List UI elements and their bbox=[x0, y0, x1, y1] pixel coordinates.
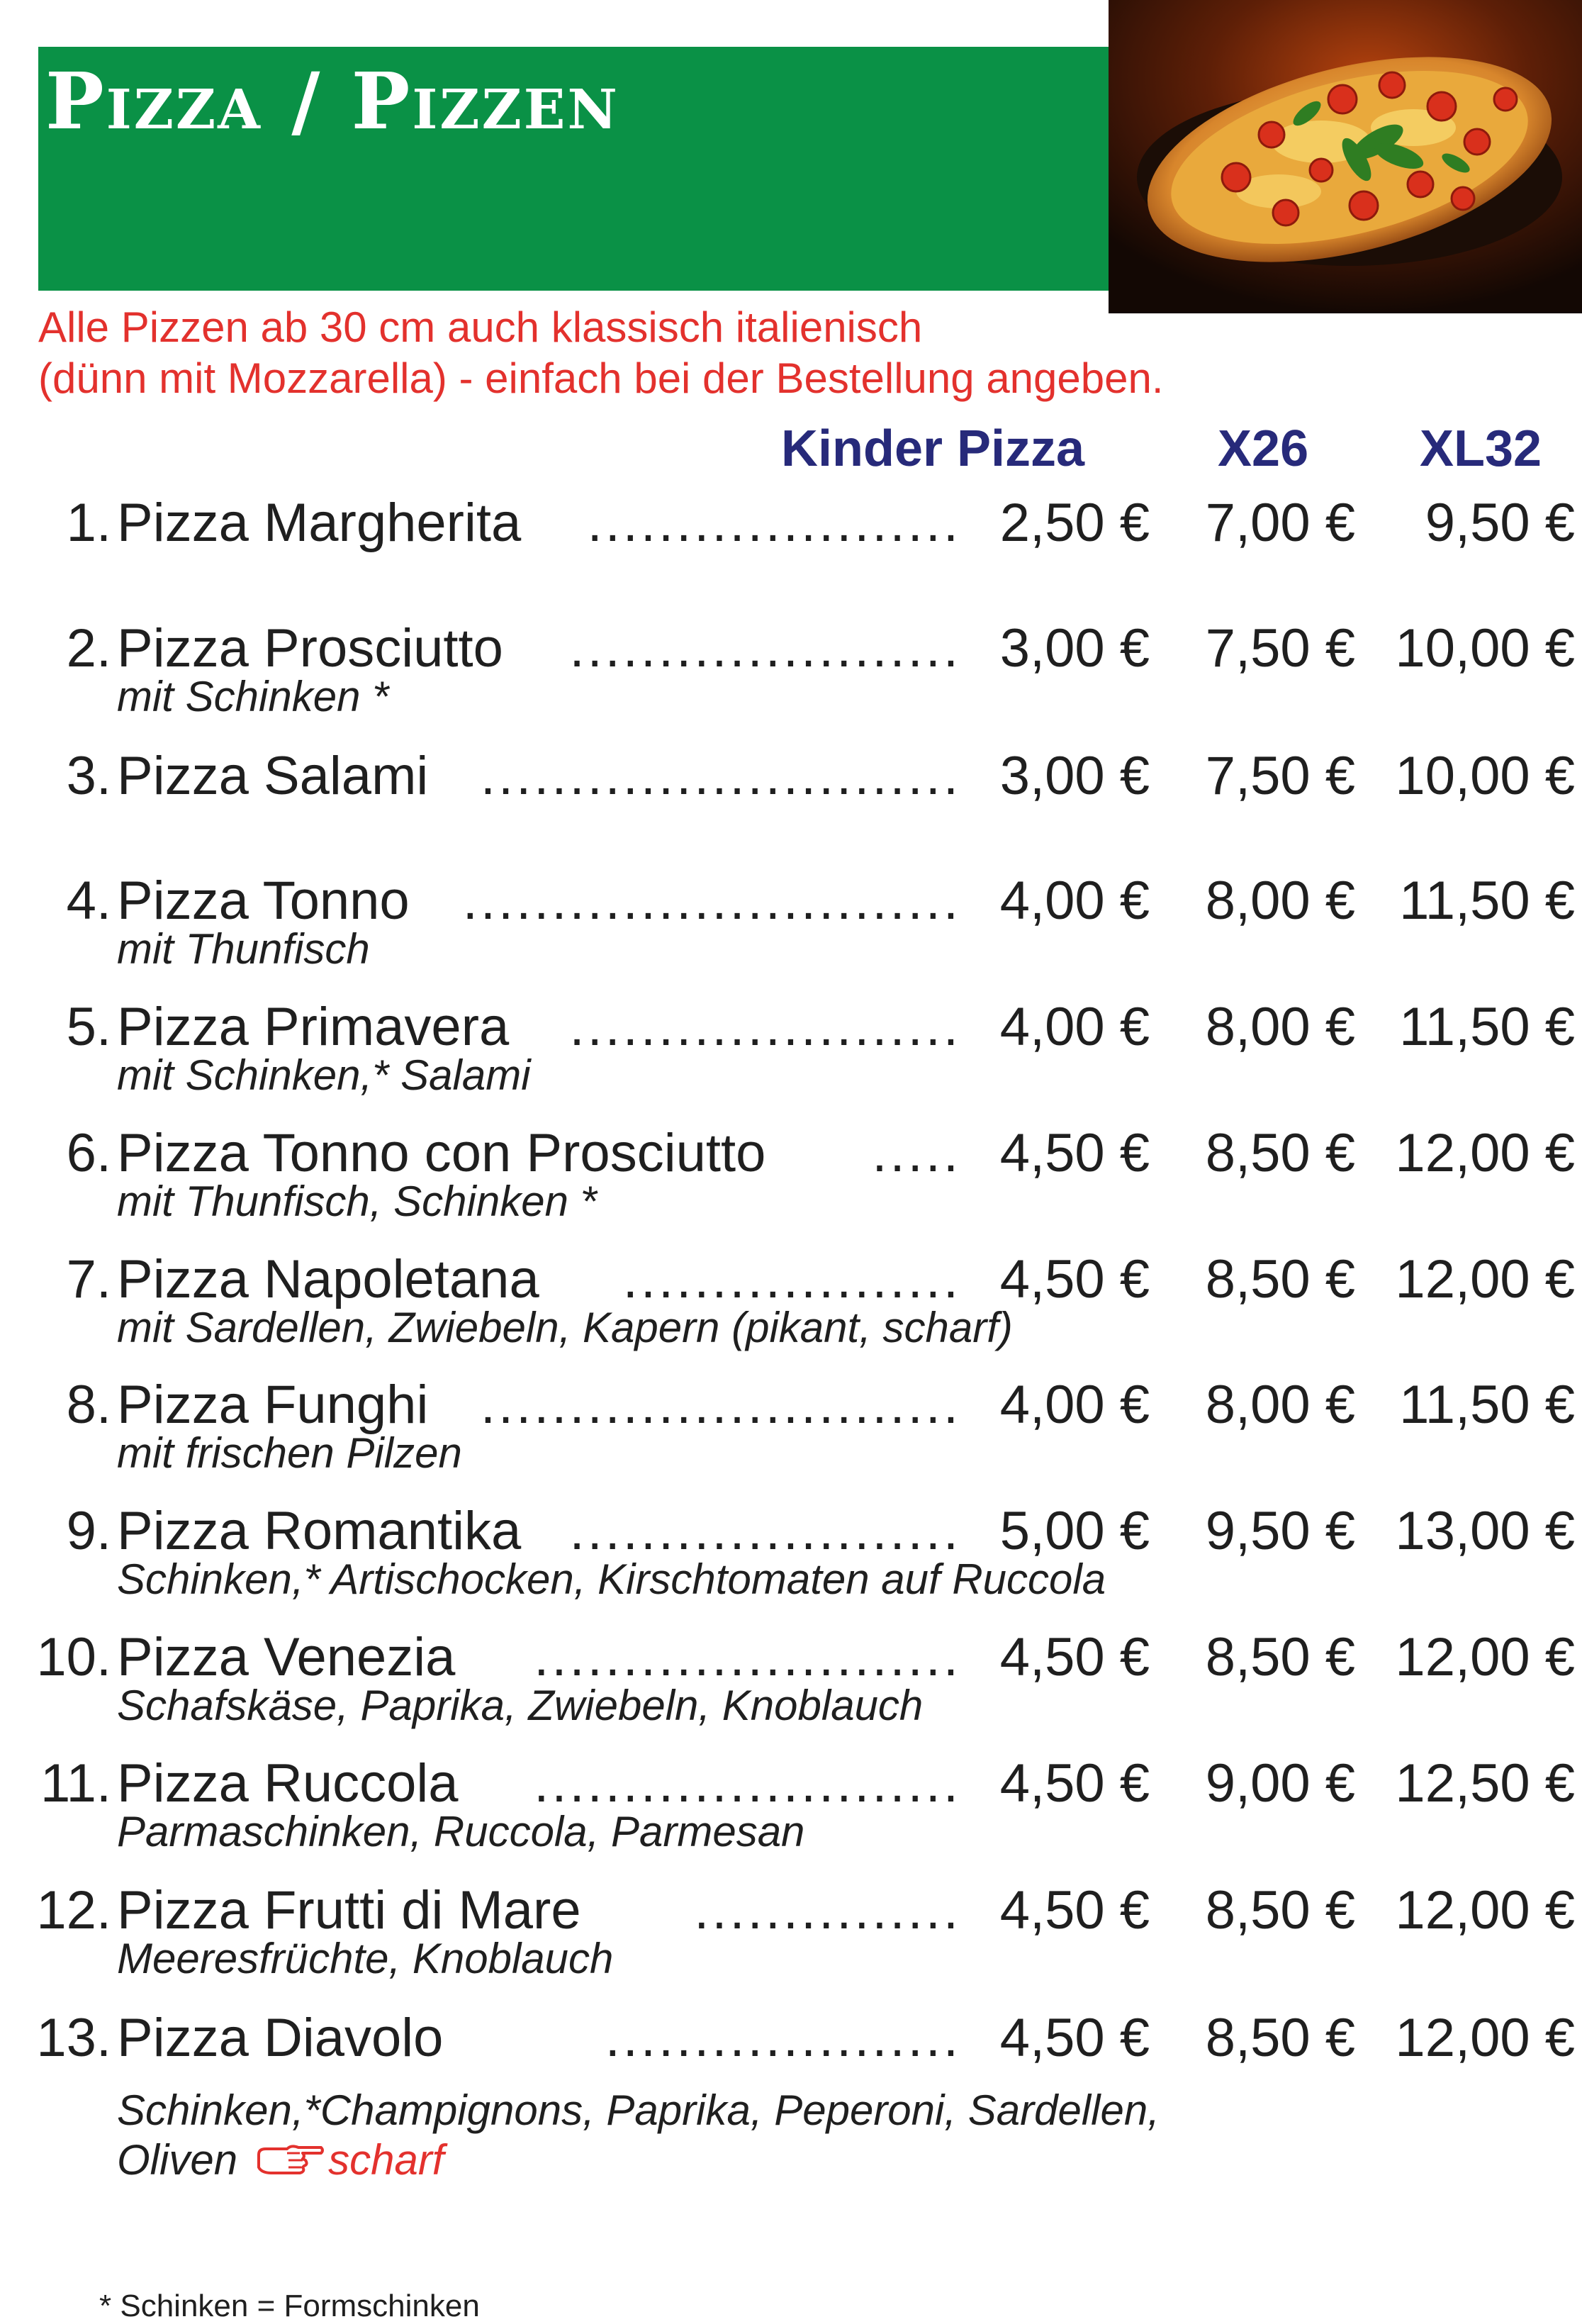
item-name: Pizza Ruccola bbox=[117, 1753, 459, 1814]
price-x26: 7,50 € bbox=[1205, 618, 1355, 678]
notice-text bbox=[38, 302, 1243, 404]
item-number: 8. bbox=[66, 1375, 111, 1435]
item-number: 1. bbox=[66, 493, 111, 553]
price-kids: 4,50 € bbox=[999, 1880, 1150, 1940]
item-description: mit Sardellen, Zwiebeln, Kapern (pikant, scharf) bbox=[117, 1304, 1013, 1351]
dot-leader: ............... bbox=[694, 1880, 961, 1940]
price-xl32: 9,50 € bbox=[1425, 493, 1575, 553]
item-number: 12. bbox=[36, 1880, 111, 1940]
price-kids: 4,50 € bbox=[999, 2008, 1150, 2068]
description-line: Schinken,*Champignons, Paprika, Peperoni, Sardellen, bbox=[117, 2086, 1160, 2134]
price-xl32: 12,00 € bbox=[1395, 1123, 1575, 1183]
item-name: Pizza Romantika bbox=[117, 1501, 522, 1561]
notice-line: Alle Pizzen ab 30 cm auch klassisch italienisch bbox=[38, 303, 923, 351]
item-name: Pizza Prosciutto bbox=[117, 618, 503, 678]
price-x26: 8,00 € bbox=[1205, 871, 1355, 931]
item-name: Pizza Venezia bbox=[117, 1627, 456, 1687]
item-number: 2. bbox=[66, 618, 111, 678]
item-number: 7. bbox=[66, 1249, 111, 1309]
item-number: 5. bbox=[66, 997, 111, 1057]
price-x26: 8,50 € bbox=[1205, 1249, 1355, 1309]
price-x26: 9,00 € bbox=[1205, 1753, 1355, 1814]
price-xl32: 11,50 € bbox=[1399, 997, 1575, 1057]
price-kids: 5,00 € bbox=[999, 1501, 1150, 1561]
column-header-kids: Kinder Pizza bbox=[781, 420, 1085, 477]
price-xl32: 13,00 € bbox=[1395, 1501, 1575, 1561]
price-kids: 3,00 € bbox=[999, 746, 1150, 806]
price-xl32: 12,00 € bbox=[1395, 1627, 1575, 1687]
menu-item-9 bbox=[0, 1499, 1582, 1620]
item-number: 11. bbox=[40, 1753, 111, 1814]
price-x26: 8,50 € bbox=[1205, 1123, 1355, 1183]
item-description: mit Thunfisch bbox=[117, 925, 370, 973]
dot-leader: ...................... bbox=[569, 618, 961, 678]
price-kids: 2,50 € bbox=[999, 493, 1150, 553]
pizza-photo bbox=[1109, 0, 1582, 313]
price-x26: 9,50 € bbox=[1205, 1501, 1355, 1561]
item-description: mit Schinken * bbox=[117, 673, 389, 720]
item-name: Pizza Frutti di Mare bbox=[117, 1880, 581, 1940]
item-description: mit Thunfisch, Schinken * bbox=[117, 1178, 597, 1225]
dot-leader: ............................ bbox=[462, 871, 961, 931]
price-kids: 4,00 € bbox=[999, 997, 1150, 1057]
price-kids: 3,00 € bbox=[999, 618, 1150, 678]
menu-item-8 bbox=[0, 1373, 1582, 1494]
price-kids: 4,50 € bbox=[999, 1249, 1150, 1309]
item-description: mit Schinken,* Salami bbox=[117, 1051, 531, 1099]
dot-leader: ..... bbox=[872, 1123, 961, 1183]
menu-item-12 bbox=[0, 1879, 1582, 1999]
menu-item-6 bbox=[0, 1122, 1582, 1242]
item-name: Pizza Primavera bbox=[117, 997, 510, 1057]
price-xl32: 12,00 € bbox=[1395, 2008, 1575, 2068]
item-number: 3. bbox=[66, 746, 111, 806]
price-kids: 4,00 € bbox=[999, 1375, 1150, 1435]
dot-leader: ........................... bbox=[480, 746, 961, 806]
item-number: 13. bbox=[36, 2008, 111, 2068]
spicy-text: scharf bbox=[328, 2136, 444, 2184]
item-description: Schafskäse, Paprika, Zwiebeln, Knoblauch bbox=[117, 1682, 924, 1729]
item-description: Meeresfrüchte, Knoblauch bbox=[117, 1935, 614, 1982]
item-number: 9. bbox=[66, 1501, 111, 1561]
item-name: Pizza Napoletana bbox=[117, 1249, 539, 1309]
footnote: * Schinken = Formschinken bbox=[99, 2289, 480, 2323]
menu-item-2 bbox=[0, 617, 1582, 737]
item-description bbox=[117, 2086, 1160, 2189]
description-text: Oliven bbox=[117, 2136, 238, 2184]
price-xl32: 11,50 € bbox=[1399, 1375, 1575, 1435]
item-name: Pizza Funghi bbox=[117, 1375, 429, 1435]
item-description: mit frischen Pilzen bbox=[117, 1429, 462, 1477]
dot-leader: ..................... bbox=[587, 493, 961, 553]
item-name: Pizza Salami bbox=[117, 746, 429, 806]
price-xl32: 12,00 € bbox=[1395, 1880, 1575, 1940]
column-header-x26: X26 bbox=[1218, 420, 1309, 477]
price-x26: 8,50 € bbox=[1205, 1880, 1355, 1940]
dot-leader: ........................... bbox=[480, 1375, 961, 1435]
item-name: Pizza Margherita bbox=[117, 493, 522, 553]
item-description: Schinken,* Artischocken, Kirschtomaten auf Ruccola bbox=[117, 1555, 1106, 1603]
dot-leader: ........................ bbox=[534, 1627, 961, 1687]
price-kids: 4,00 € bbox=[999, 871, 1150, 931]
pointing-hand-icon bbox=[256, 2140, 325, 2189]
item-number: 4. bbox=[66, 871, 111, 931]
price-x26: 7,50 € bbox=[1205, 746, 1355, 806]
description-line bbox=[117, 2135, 1160, 2189]
menu-item-5 bbox=[0, 995, 1582, 1116]
item-number: 6. bbox=[66, 1123, 111, 1183]
dot-leader: ...................... bbox=[569, 1501, 961, 1561]
item-number: 10. bbox=[36, 1627, 111, 1687]
spicy-label bbox=[256, 2136, 444, 2184]
page-title: Pizza / Pizzen bbox=[45, 55, 619, 147]
menu-item-7 bbox=[0, 1248, 1582, 1368]
price-x26: 8,50 € bbox=[1205, 2008, 1355, 2068]
price-kids: 4,50 € bbox=[999, 1627, 1150, 1687]
price-xl32: 12,00 € bbox=[1395, 1249, 1575, 1309]
price-kids: 4,50 € bbox=[999, 1753, 1150, 1814]
notice-line: (dünn mit Mozzarella) - einfach bei der Bestellung angeben. bbox=[38, 354, 1164, 402]
price-xl32: 12,50 € bbox=[1395, 1753, 1575, 1814]
menu-item-11 bbox=[0, 1752, 1582, 1872]
item-name: Pizza Tonno con Prosciutto bbox=[117, 1123, 766, 1183]
dot-leader: ................... bbox=[622, 1249, 961, 1309]
menu-item-1 bbox=[0, 491, 1582, 612]
price-xl32: 11,50 € bbox=[1399, 871, 1575, 931]
item-description: Parmaschinken, Ruccola, Parmesan bbox=[117, 1808, 805, 1855]
menu-item-4 bbox=[0, 869, 1582, 990]
dot-leader: ........................ bbox=[534, 1753, 961, 1814]
price-x26: 7,00 € bbox=[1205, 493, 1355, 553]
dot-leader: .................... bbox=[605, 2008, 961, 2068]
price-x26: 8,00 € bbox=[1205, 1375, 1355, 1435]
menu-item-13 bbox=[0, 2006, 1582, 2219]
dot-leader: ...................... bbox=[569, 997, 961, 1057]
menu-item-10 bbox=[0, 1626, 1582, 1746]
price-x26: 8,00 € bbox=[1205, 997, 1355, 1057]
price-xl32: 10,00 € bbox=[1395, 618, 1575, 678]
price-x26: 8,50 € bbox=[1205, 1627, 1355, 1687]
price-kids: 4,50 € bbox=[999, 1123, 1150, 1183]
price-xl32: 10,00 € bbox=[1395, 746, 1575, 806]
item-name: Pizza Tonno bbox=[117, 871, 410, 931]
menu-item-3 bbox=[0, 744, 1582, 865]
item-name: Pizza Diavolo bbox=[117, 2008, 444, 2068]
column-header-xl32: XL32 bbox=[1420, 420, 1542, 477]
